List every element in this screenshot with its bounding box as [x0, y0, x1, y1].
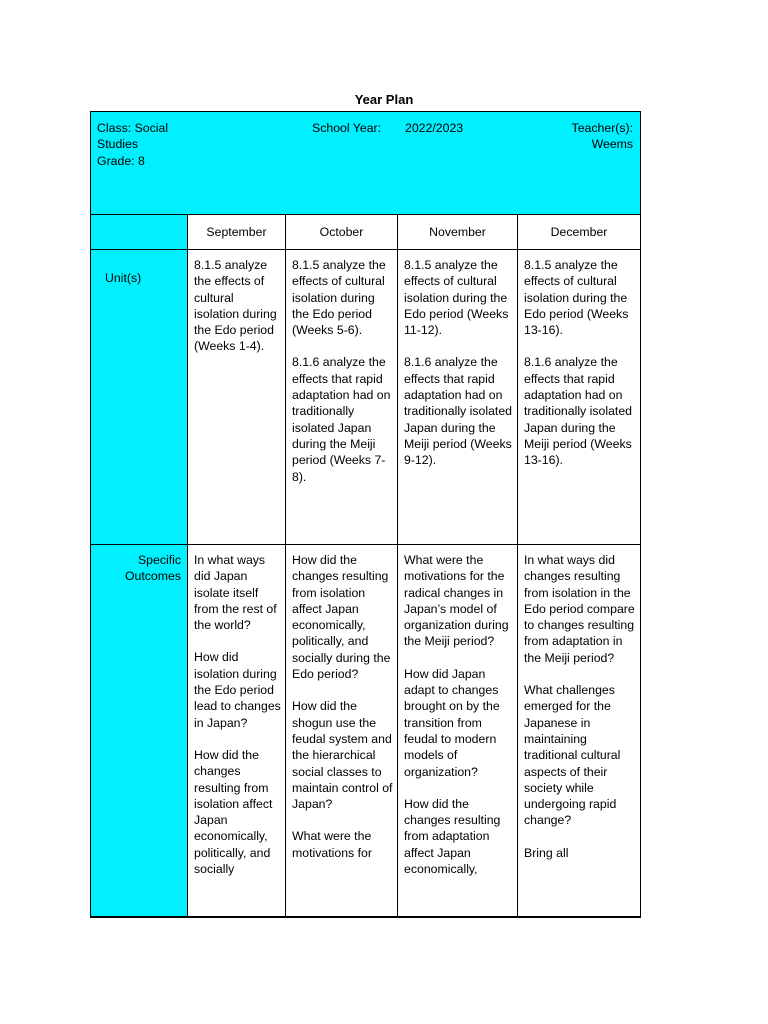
outcomes-september-text-2: How did isolation during the Edo period lead to changes in Japan?	[194, 650, 281, 730]
outcomes-september	[188, 545, 286, 918]
outcomes-november-text-2: How did Japan adapt to changes brought on by the transition from feudal to modern models of organization?	[404, 666, 500, 779]
month-november: November	[398, 215, 518, 250]
month-corner-cell	[91, 215, 188, 250]
outcomes-november	[398, 545, 518, 918]
outcomes-november-text-1: What were the motivations for the radical changes in Japan’s model of organization during the Meiji period?	[404, 553, 509, 649]
class-subject: Studies	[97, 137, 139, 152]
units-october	[286, 250, 398, 545]
units-november-text-2: 8.1.6 analyze the effects that rapid adaptation had on traditionally isolated Japan during the Meiji period (Weeks 9-12).	[404, 355, 513, 468]
units-december	[518, 250, 641, 545]
teacher-name: Weems	[591, 137, 634, 152]
units-november-text-1: 8.1.5 analyze the effects of cultural isolation during the Edo period (Weeks 11-12).	[404, 258, 509, 338]
outcomes-october-text-1: How did the changes resulting from isolation affect Japan economically, politically, and socially during the Edo period?	[292, 553, 391, 682]
outcomes-december	[518, 545, 641, 918]
outcomes-october-text-2: How did the shogun use the feudal system and the hierarchical social classes to maintain control of Japan?	[292, 699, 393, 812]
class-info	[97, 120, 192, 169]
teacher-label: Teacher(s):	[571, 121, 634, 135]
outcomes-october-text-3: What were the motivations for	[292, 829, 372, 860]
units-september	[188, 250, 286, 545]
header-cell	[91, 112, 641, 215]
school-year-value: 2022/2023	[405, 121, 464, 135]
units-november	[398, 250, 518, 545]
outcomes-label-line2: Outcomes	[124, 569, 181, 584]
header-row	[91, 112, 641, 215]
outcomes-december-text-2: What challenges emerged for the Japanese in maintaining traditional cultural aspects of their society while undergoing rapid change?	[524, 683, 621, 828]
units-row	[91, 250, 641, 545]
outcomes-november-text-3: How did the changes resulting from adaptation affect Japan economically,	[404, 796, 501, 877]
school-year-label: School Year:	[312, 121, 382, 135]
outcomes-october	[286, 545, 398, 918]
units-december-text-2: 8.1.6 analyze the effects that rapid adaptation had on traditionally isolated Japan during the Meiji period (Weeks 13-16).	[524, 355, 633, 468]
outcomes-december-text-3: Bring all	[524, 845, 569, 860]
outcomes-december-text-1: In what ways did changes resulting from isolation in the Edo period compare to changes resulting from adaptation in the Meiji period?	[524, 553, 635, 665]
year-plan-table	[90, 111, 641, 918]
units-september-text-1: 8.1.5 analyze the effects of cultural isolation during the Edo period (Weeks 1-4).	[194, 258, 277, 354]
grade-label: Grade: 8	[97, 153, 145, 168]
month-december: December	[518, 215, 641, 250]
class-label: Class: Social	[97, 121, 169, 135]
units-label: Unit(s)	[91, 250, 188, 545]
teacher-info	[523, 120, 633, 153]
outcomes-september-text-1: In what ways did Japan isolate itself from the rest of the world?	[194, 553, 277, 633]
document-title: Year Plan	[354, 92, 414, 107]
units-october-text-2: 8.1.6 analyze the effects that rapid adaptation had on traditionally isolated Japan during the Meiji period (Weeks 7-8).	[292, 355, 391, 484]
outcomes-september-text-3: How did the changes resulting from isolation affect Japan economically, politically, and socially	[194, 747, 273, 877]
outcomes-label	[91, 545, 188, 918]
outcomes-label-line1: Specific	[137, 553, 181, 567]
month-october: October	[286, 215, 398, 250]
month-september: September	[188, 215, 286, 250]
outcomes-row	[91, 545, 641, 918]
month-row	[91, 215, 641, 250]
units-december-text-1: 8.1.5 analyze the effects of cultural isolation during the Edo period (Weeks 13-16).	[524, 258, 629, 338]
units-october-text-1: 8.1.5 analyze the effects of cultural isolation during the Edo period (Weeks 5-6).	[292, 258, 386, 338]
